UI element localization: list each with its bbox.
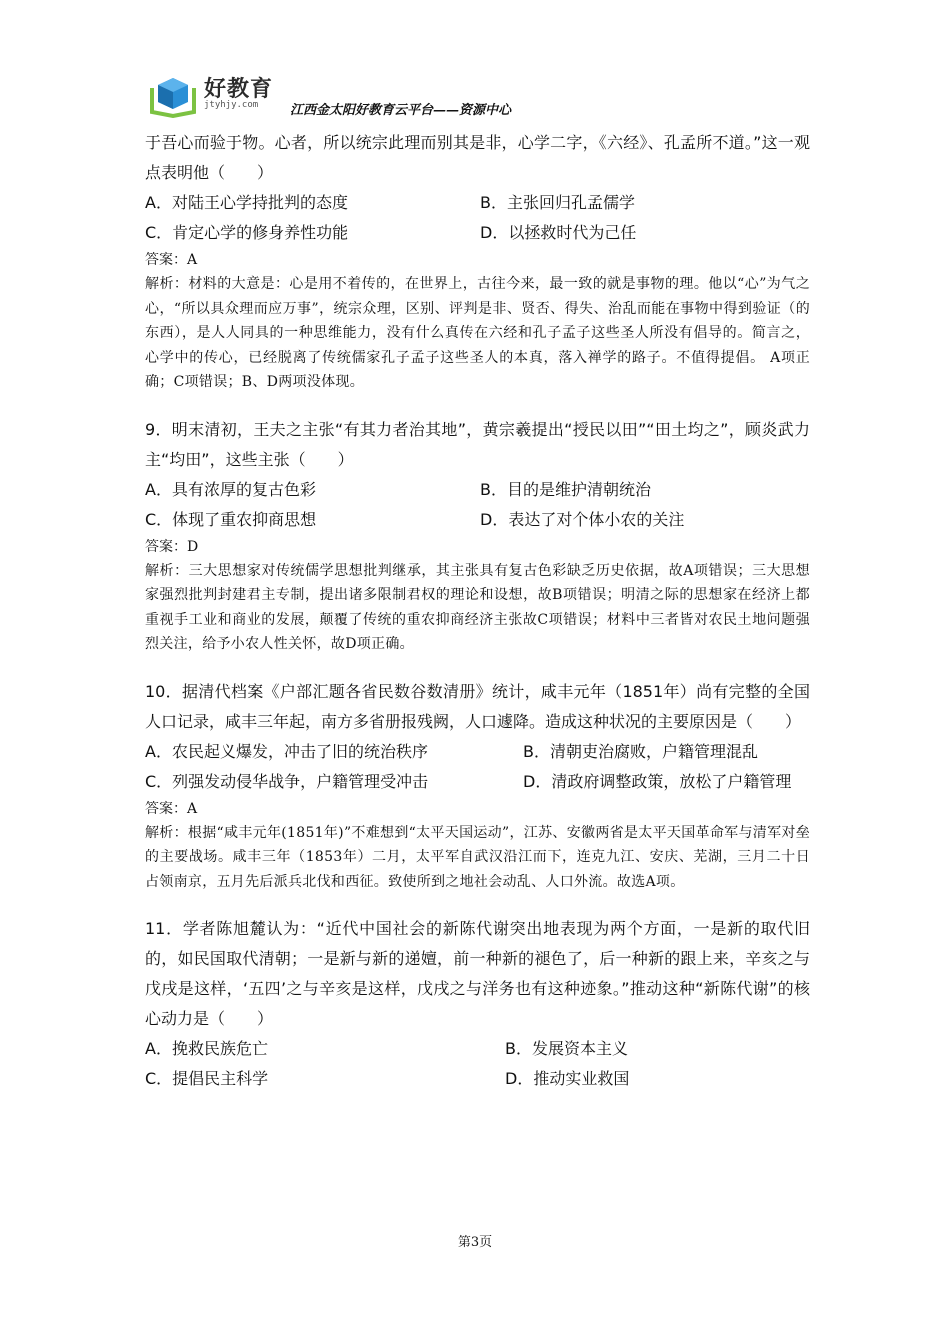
option-b: B．清朝吏治腐败，户籍管理混乱 — [523, 741, 758, 761]
logo-text: 好教育 — [204, 77, 274, 102]
option-a: A．对陆王心学持批判的态度 — [145, 193, 348, 212]
option-d: D．清政府调整政策，放松了户籍管理 — [523, 771, 792, 791]
option-c: C．肯定心学的修身养性功能 — [145, 223, 349, 242]
question-10-stem: 10．据清代档案《户部汇题各省民数谷数清册》统计，咸丰元年（1851年）尚有完整的全国人口记录，咸丰三年起，南方多省册报残阙，人口遽降。造成这种状况的主要原因是（ ） — [145, 681, 810, 731]
header-title: 江西金太阳好教育云平台——资源中心 — [290, 103, 512, 118]
option-d: D．推动实业救国 — [505, 1069, 630, 1088]
option-c: C．体现了重农抑商思想 — [145, 509, 317, 529]
question-11-options — [145, 1034, 810, 1094]
question-10-options — [145, 737, 810, 797]
question-10-explanation: 解析：根据“咸丰元年(1851年)”不难想到“太平天国运动”，江苏、安徽两省是太平天国革命军与清军对垒的主要战场。咸丰三年（1853年）二月，太平军自武汉沿江而下，连克九江、安庆、芜湖，三月二十日占领南京，五月先后派兵北伐和西征。致使所到之地社会动乱、人口外流。故选A项。 — [145, 824, 810, 890]
option-d: D．表达了对个体小农的关注 — [480, 509, 685, 529]
option-b: B．发展资本主义 — [505, 1039, 628, 1058]
logo — [148, 72, 278, 118]
question-9-answer: 答案：D — [145, 538, 199, 555]
question-9-stem: 9．明末清初，王夫之主张“有其力者治其地”，黄宗羲提出“授民以田”“田土均之”，顾炎武力主“均田”，这些主张（ ） — [145, 419, 810, 469]
question-11-stem: 11．学者陈旭麓认为：“近代中国社会的新陈代谢突出地表现为两个方面，一是新的取代旧的，如民国取代清朝；一是新与新的递嬗，前一种新的褪色了，后一种新的跟上来，辛亥之与戊戌是这样，‘五四’之与辛亥是这样，戊戌之与洋务也有这种迹象。”推动这种“新陈代谢”的核心动力是（ ） — [145, 919, 810, 1028]
logo-url: jtyhjy.com — [204, 100, 259, 110]
book-cube-icon — [148, 72, 198, 118]
question-8-stem: 于吾心而验于物。心者，所以统宗此理而别其是非，心学二字，《六经》、孔孟所不道。”这一观点表明他（ ） — [145, 133, 810, 182]
option-b: B．目的是维护清朝统治 — [480, 479, 651, 499]
question-8-explanation: 解析：材料的大意是：心是用不着传的，在世界上，古往今来，最一致的就是事物的理。他以“心”为气之心，“所以具众理而应万事”，统宗众理，区别、评判是非、贤否、得失、治乱而能在事物中得到验证（的东西），是人人同具的一种思维能力，没有什么真传在六经和孔子孟子这些圣人所没有倡导的。简言之，心学中的传心，已经脱离了传统儒家孔子孟子这些圣人的本真，落入禅学的路子。不值得提倡。 A项正确；C项错误；B、D两项没体现。 — [145, 276, 810, 390]
page-number: 第3页 — [457, 1235, 493, 1250]
question-9-explanation: 解析：三大思想家对传统儒学思想批判继承，其主张具有复古色彩缺乏历史依据，故A项错误；三大思想家强烈批判封建君主专制，提出诸多限制君权的理论和设想，故B项错误；明清之际的思想家在经济上都重视手工业和商业的发展，颠覆了传统的重农抑商经济主张故C项错误；材料中三者皆对农民土地问题强烈关注，给予小农人性关怀，故D项正确。 — [145, 562, 810, 652]
option-a: A．具有浓厚的复古色彩 — [145, 479, 316, 499]
option-d: D．以拯救时代为己任 — [480, 223, 637, 242]
page-content — [145, 128, 810, 1094]
option-a: A．农民起义爆发，冲击了旧的统治秩序 — [145, 741, 428, 761]
question-8-options — [145, 188, 810, 248]
option-a: A．挽救民族危亡 — [145, 1039, 268, 1058]
question-8-answer: 答案：A — [145, 252, 198, 268]
question-10-answer: 答案：A — [145, 800, 198, 817]
option-c: C．列强发动侵华战争，户籍管理受冲击 — [145, 771, 429, 791]
option-c: C．提倡民主科学 — [145, 1069, 269, 1088]
question-9-options — [145, 475, 810, 535]
option-b: B．主张回归孔孟儒学 — [480, 193, 635, 212]
